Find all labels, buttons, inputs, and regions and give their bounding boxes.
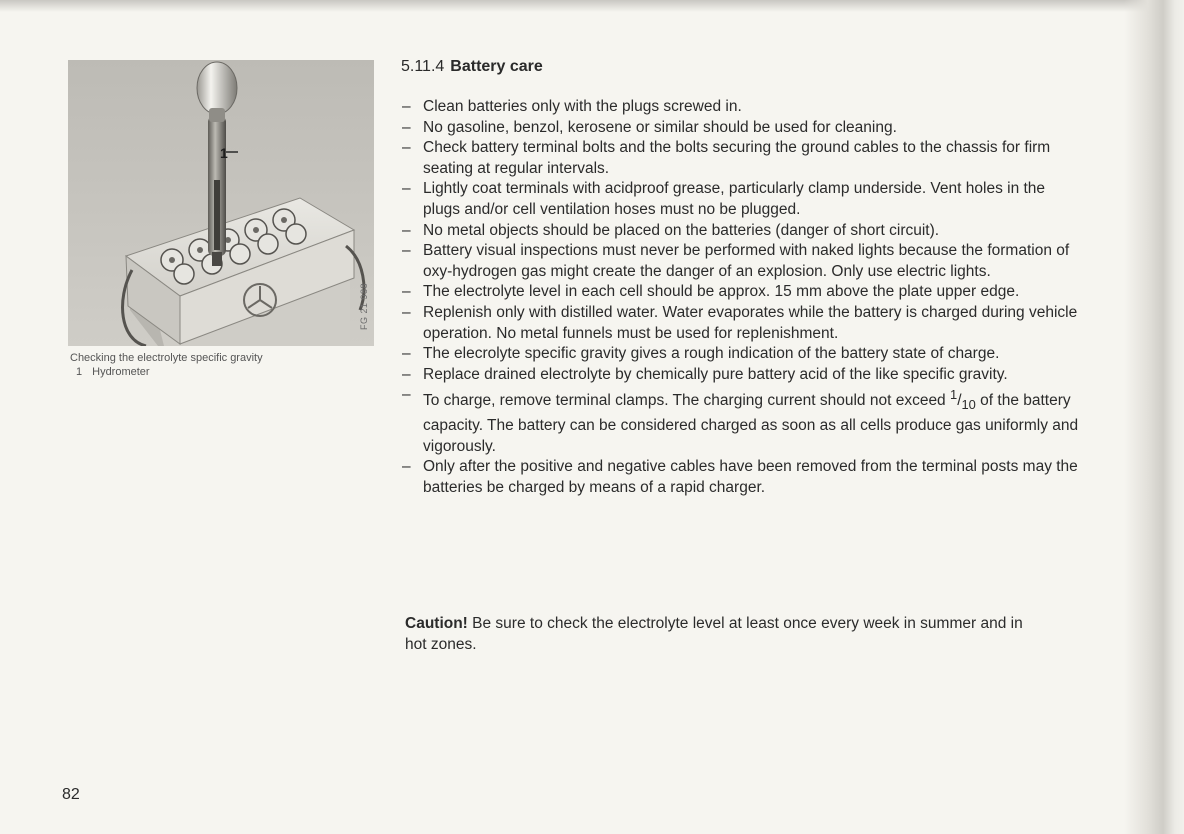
caution-note bbox=[405, 614, 1045, 655]
list-item: – Replenish only with distilled water. Water evaporates while the battery is charged during vehicle operation. No metal funnels must be used for replenishment. bbox=[402, 303, 1078, 342]
battery-illustration bbox=[68, 60, 374, 346]
section-heading bbox=[401, 58, 543, 76]
section-number: 5.11.4 bbox=[401, 58, 445, 75]
list-item: – No gasoline, benzol, kerosene or similar should be used for cleaning. bbox=[402, 118, 897, 136]
list-item: – Check battery terminal bolts and the bolts securing the ground cables to the chassis for firm seating at regular intervals. bbox=[402, 139, 1051, 177]
caution-label: Caution! bbox=[405, 615, 468, 632]
list-item: – Only after the positive and negative cables have been removed from the terminal posts may the batteries be charged by means of a rapid charger. bbox=[402, 458, 1078, 496]
page-number: 82 bbox=[62, 786, 80, 803]
figure-callout-number: 1 bbox=[220, 145, 228, 161]
section-title: Battery care bbox=[450, 58, 543, 75]
fraction: $^1/_{10}$ bbox=[950, 387, 976, 413]
list-item: – Lightly coat terminals with acidproof grease, particularly clamp underside. Vent holes in the plugs and/or cell ventilation hoses must no be plugged. bbox=[402, 180, 1046, 218]
figure-code: FG 21 988 bbox=[359, 282, 369, 330]
figure-legend bbox=[70, 365, 370, 379]
battery-hydrometer-figure bbox=[68, 60, 374, 346]
page-top-shadow bbox=[0, 0, 1184, 12]
list-item-charging: – To charge, remove terminal clamps. The charging current should not exceed $^1/_{10}$ of the battery capacity. The battery can be considered charged as soon as all cells produce gas uniformly and vigorously. bbox=[402, 386, 1079, 455]
list-item: – No metal objects should be placed on the batteries (danger of short circuit). bbox=[402, 221, 940, 239]
list-item: – Battery visual inspections must never be performed with naked lights because the formation of oxy-hydrogen gas might create the danger of an explosion. Only use electric lights. bbox=[402, 242, 1070, 280]
list-item: – Clean batteries only with the plugs screwed in. bbox=[402, 98, 742, 115]
figure-legend-label: Hydrometer bbox=[92, 366, 150, 378]
figure-caption-title: Checking the electrolyte specific gravity bbox=[70, 352, 263, 364]
list-item: – The electrolyte level in each cell should be approx. 15 mm above the plate upper edge. bbox=[402, 283, 1020, 301]
book-spine-shadow bbox=[1124, 0, 1184, 834]
figure-caption bbox=[70, 351, 370, 379]
caution-text: Be sure to check the electrolyte level at least once every week in summer and in hot zones. bbox=[405, 615, 1023, 653]
battery-care-list bbox=[400, 97, 1080, 499]
list-item: – Replace drained electrolyte by chemically pure battery acid of the like specific gravity. bbox=[402, 365, 1008, 383]
list-item: – The elecrolyte specific gravity gives a rough indication of the battery state of charge. bbox=[402, 345, 1000, 363]
figure-legend-number: 1 bbox=[76, 366, 83, 378]
